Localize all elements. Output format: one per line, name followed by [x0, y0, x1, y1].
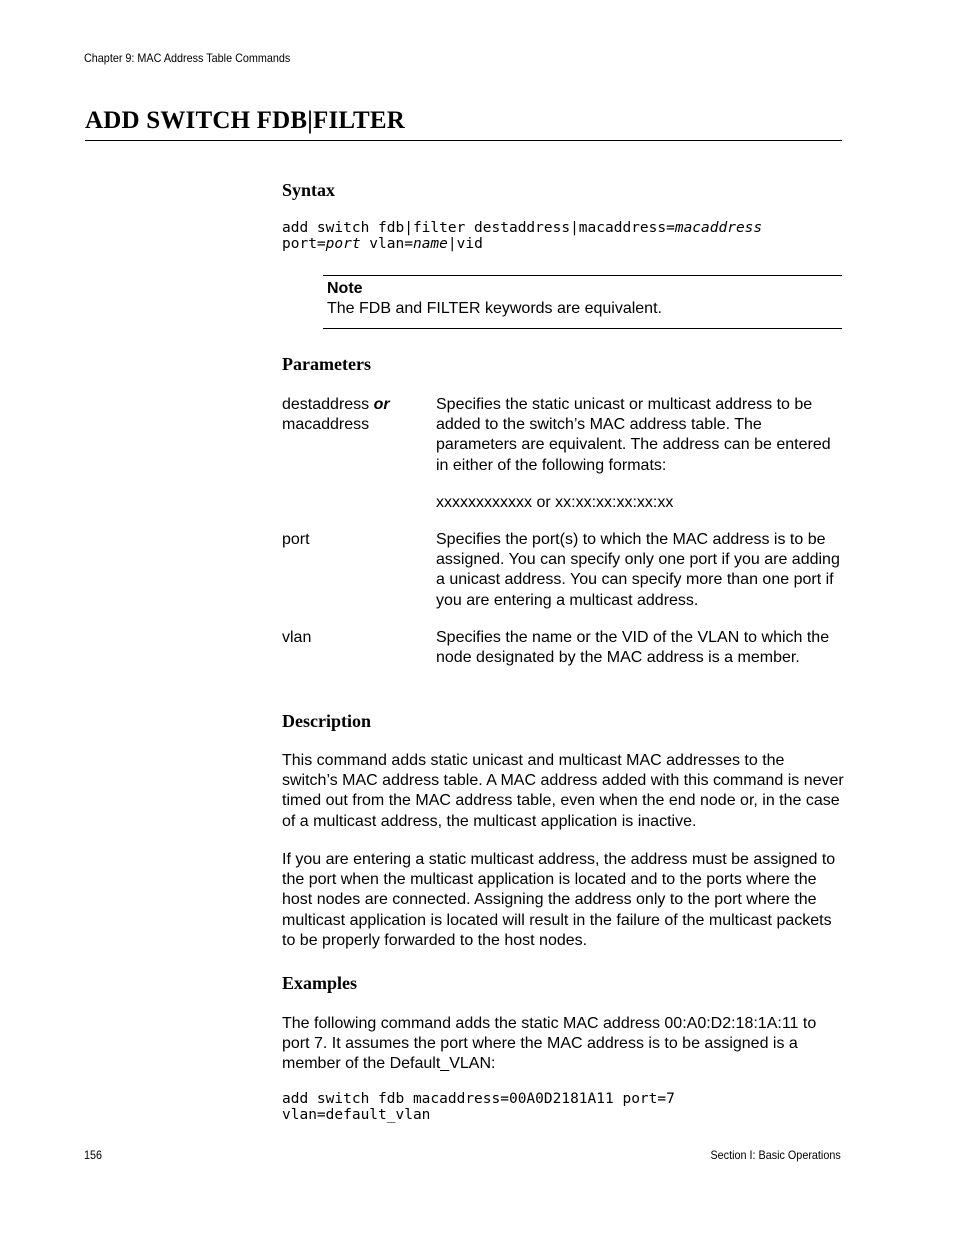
syntax-line-2-c: vlan=: [360, 236, 413, 252]
running-header: Chapter 9: MAC Address Table Commands: [84, 51, 291, 65]
syntax-line-2-e: |vid: [447, 236, 483, 252]
param-name-port: port: [282, 531, 310, 548]
description-heading: Description: [282, 711, 371, 731]
param-name-destaddress: [282, 395, 390, 435]
description-para-1: This command adds static unicast and multicast MAC addresses to the switch’s MAC address table. A MAC address added with this command is never timed out from the MAC address table, even when the end node or, in the case of a multicast address, the multicast application is inactive.: [282, 752, 844, 830]
example-code-line-1: add switch fdb macaddress=00A0D2181A11 port=7: [282, 1091, 675, 1107]
syntax-line-1-italic: macaddress: [674, 220, 763, 236]
param-name-destaddress-part2: macaddress: [282, 416, 370, 433]
param-format-destaddress: xxxxxxxxxxxx or xx:xx:xx:xx:xx:xx: [436, 494, 674, 511]
param-desc-vlan: Specifies the name or the VID of the VLAN to which the node designated by the MAC address is a member.: [436, 629, 830, 667]
parameters-heading: Parameters: [282, 354, 371, 374]
note-box: [323, 275, 842, 329]
examples-heading: Examples: [282, 973, 358, 993]
title-rule: [85, 140, 842, 141]
syntax-line-2-b: port: [325, 236, 361, 252]
param-desc-port: Specifies the port(s) to which the MAC address is to be assigned. You can specify only one port if you are adding a unicast address. You can specify more than one port if you are entering a multicast address.: [436, 531, 840, 609]
syntax-line-2: [282, 236, 483, 252]
section-footer: Section I: Basic Operations: [710, 1148, 841, 1162]
description-para-2: If you are entering a static multicast address, the address must be assigned to the port when the multicast application is located and to the ports where the host nodes are connected. Assigning the address only to the port where the multicast application is located will result in the failure of the multicast packets to be properly forwarded to the host nodes.: [282, 851, 836, 949]
param-desc-destaddress: Specifies the static unicast or multicast address to be added to the switch’s MAC address table. The parameters are equivalent. The address can be entered in either of the following formats:: [436, 396, 831, 474]
page-number: 156: [84, 1148, 103, 1162]
syntax-line-1: [282, 220, 762, 236]
syntax-line-2-d: name: [412, 236, 448, 252]
param-name-or: or: [373, 396, 390, 413]
syntax-line-2-a: port=: [282, 236, 326, 252]
examples-para-1: The following command adds the static MAC address 00:A0:D2:18:1A:11 to port 7. It assumes the port where the MAC address is to be assigned is a member of the Default_VLAN:: [282, 1015, 817, 1073]
param-name-vlan: vlan: [282, 629, 312, 646]
note-text: The FDB and FILTER keywords are equivalent.: [327, 300, 662, 317]
syntax-heading: Syntax: [282, 180, 336, 200]
page-title: ADD SWITCH FDB|FILTER: [85, 107, 405, 134]
syntax-line-1-plain: add switch fdb|filter destaddress|macaddress=: [282, 220, 675, 236]
example-code-line-2: vlan=default_vlan: [282, 1107, 431, 1123]
param-name-destaddress-part1: destaddress: [282, 396, 374, 413]
note-label: Note: [327, 280, 363, 297]
